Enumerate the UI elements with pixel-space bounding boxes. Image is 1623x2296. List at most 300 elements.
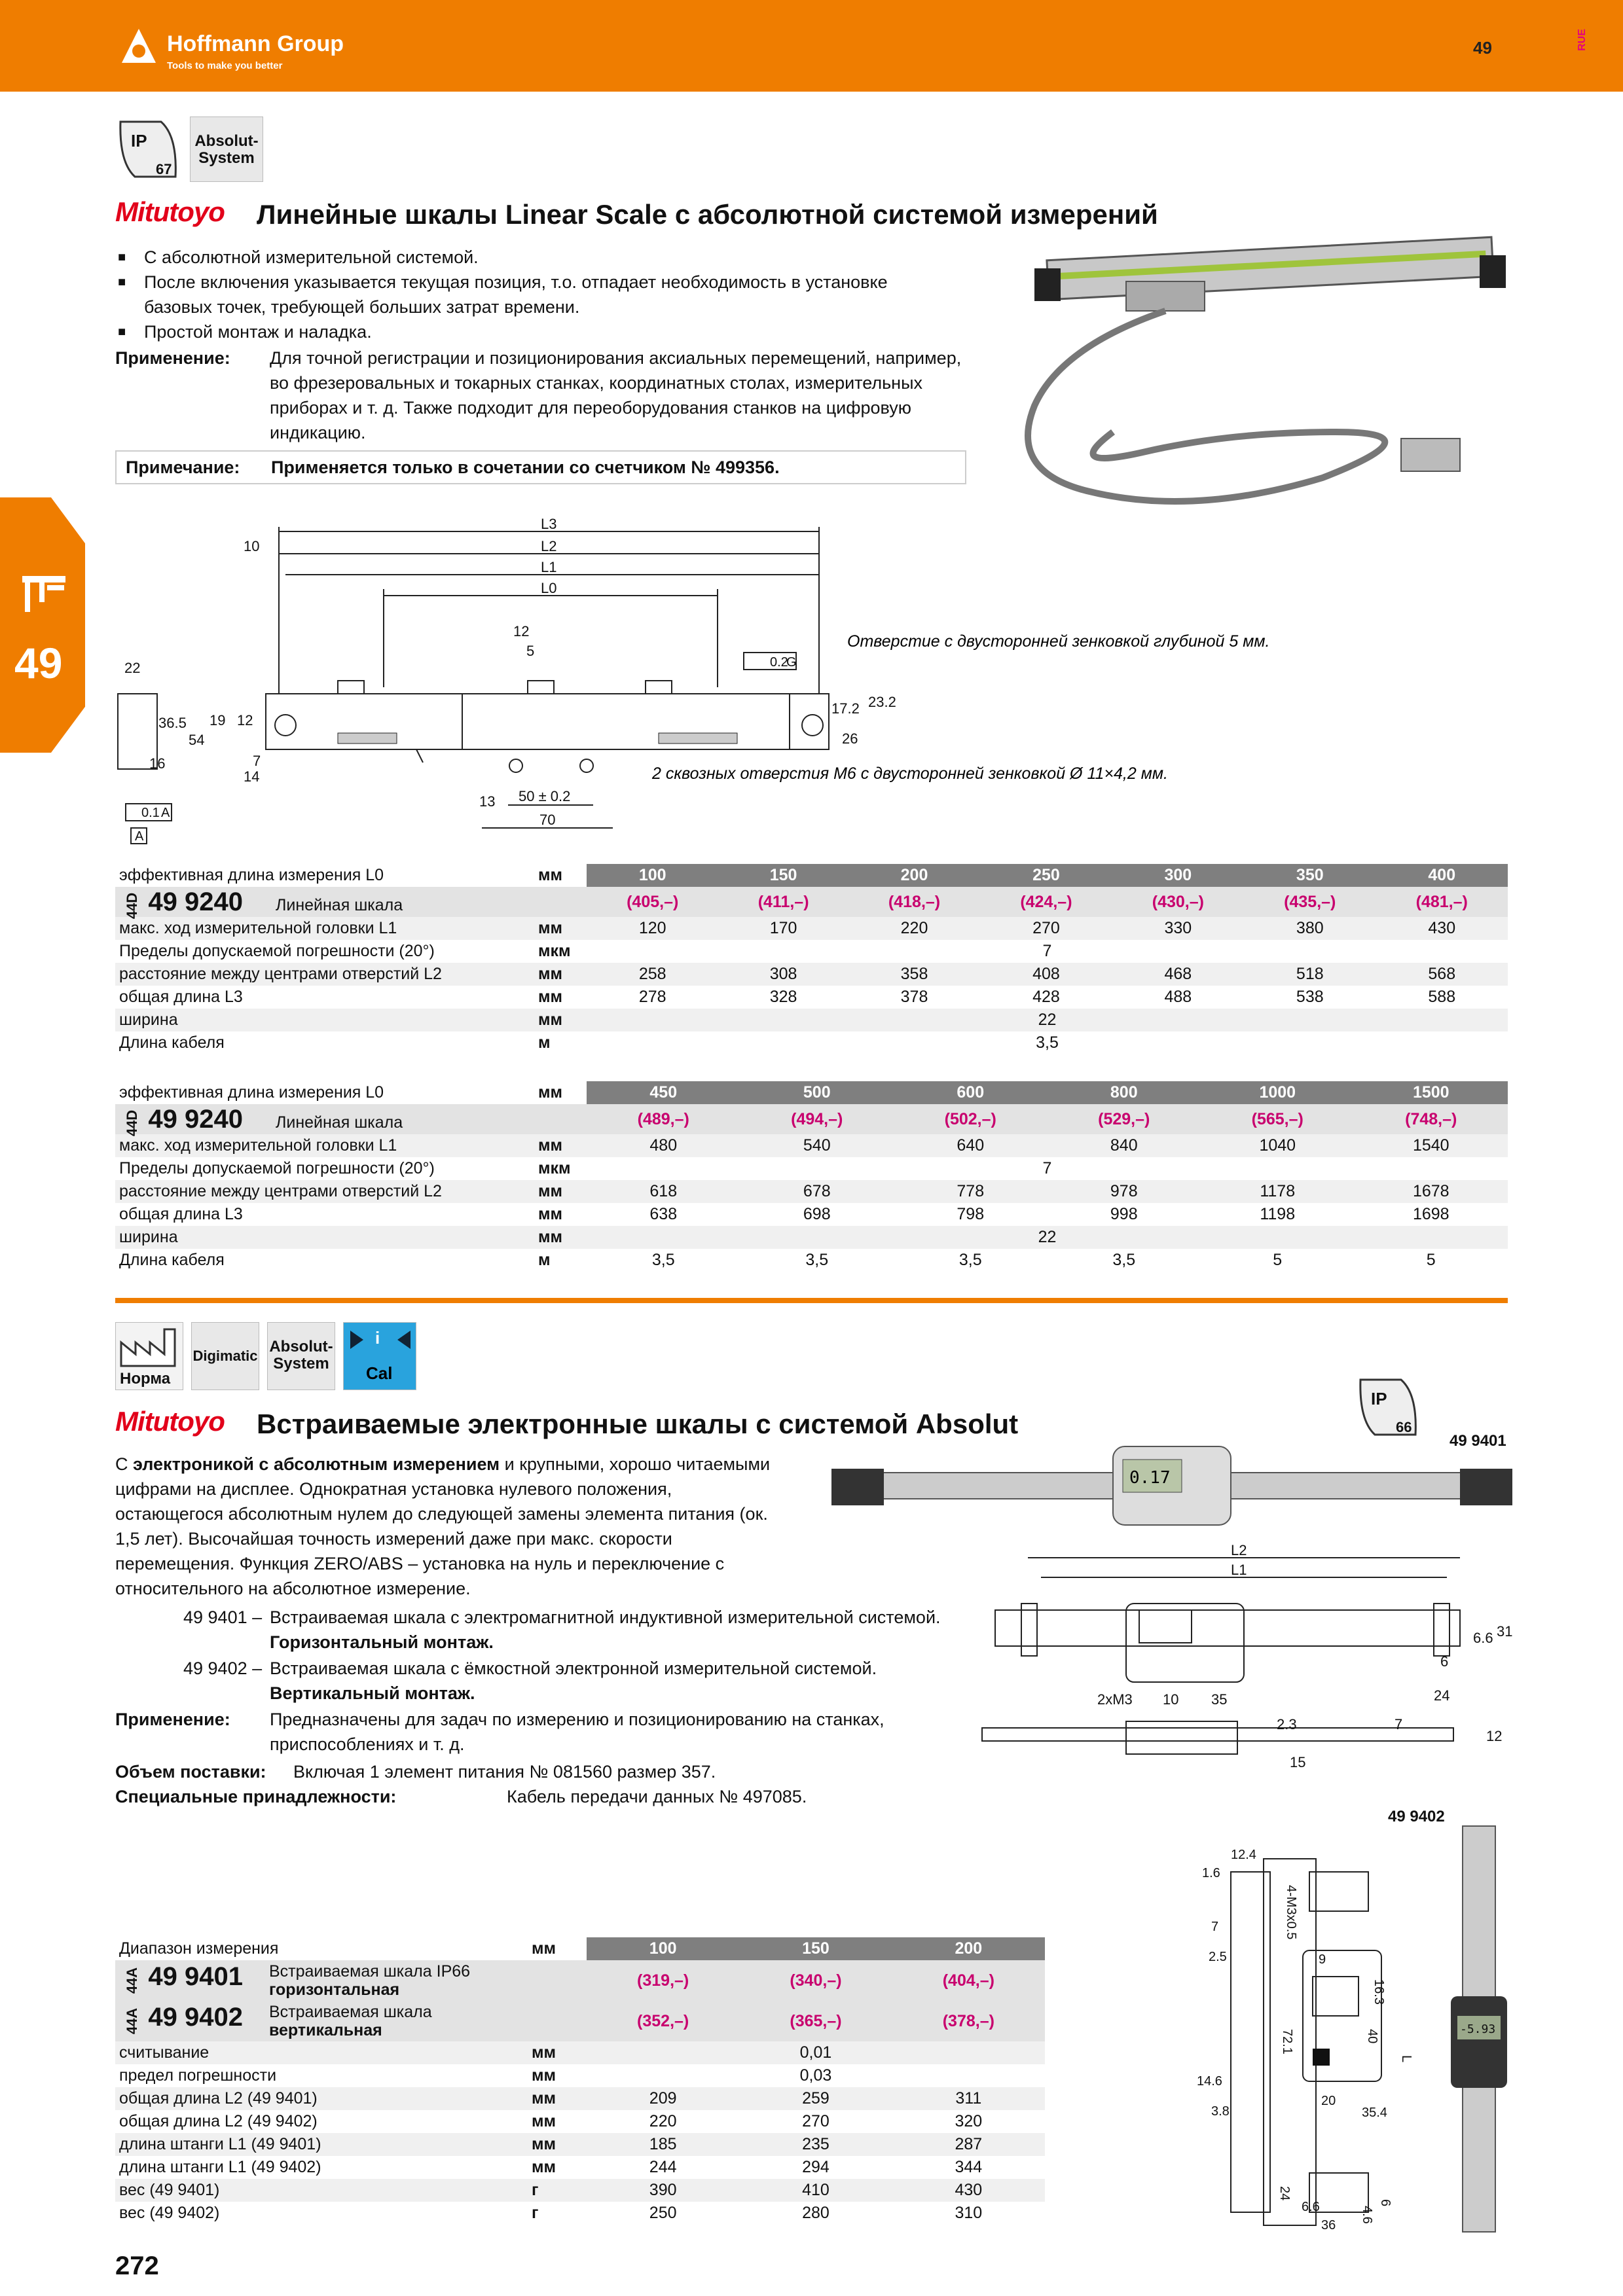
table-row — [115, 1157, 1508, 1180]
svg-text:6.6: 6.6 — [1473, 1630, 1493, 1646]
row-label: общая длина L3 — [115, 986, 534, 1009]
cell: 1198 — [1201, 1203, 1355, 1226]
section2-intro — [115, 1452, 776, 1601]
hoffmann-logo-icon — [115, 25, 162, 65]
col-header: 1000 — [1201, 1081, 1355, 1104]
col-header: 400 — [1376, 864, 1508, 887]
table-row — [115, 1180, 1508, 1203]
table-row — [115, 2202, 1045, 2225]
row-unit: мм — [528, 2156, 587, 2179]
row-label: макс. ход измерительной головки L1 — [115, 1134, 534, 1157]
svg-text:G: G — [786, 655, 797, 670]
svg-text:72.1: 72.1 — [1280, 2029, 1294, 2054]
bullet-2-text: После включения указывается текущая позиция, т.о. отпадает необходимость в установке базовых точек, требующей больших затрат времени. — [144, 272, 888, 317]
table-row — [115, 2156, 1045, 2179]
cell: 568 — [1376, 963, 1508, 986]
svg-text:40: 40 — [1365, 2029, 1379, 2044]
absolut-system-badge-2: Absolut- System — [267, 1322, 335, 1390]
cell: 840 — [1048, 1134, 1201, 1157]
price: (494,–) — [740, 1104, 894, 1134]
item1-text — [270, 1605, 990, 1655]
cell: 235 — [739, 2133, 892, 2156]
row-unit: г — [528, 2202, 587, 2225]
svg-text:19: 19 — [210, 712, 226, 728]
cell: 390 — [587, 2179, 739, 2202]
item2-code: 49 9402 – — [183, 1659, 263, 1678]
cell: 280 — [739, 2202, 892, 2225]
cell: 294 — [739, 2156, 892, 2179]
svg-text:4-M3x0.5: 4-M3x0.5 — [1284, 1885, 1298, 1940]
table3-head-label: Диапазон измерения — [115, 1937, 528, 1960]
col-header: 200 — [848, 864, 980, 887]
delivery-text: Включая 1 элемент питания № 081560 размер 357. — [293, 1762, 716, 1782]
table-row — [115, 940, 1508, 963]
svg-text:12: 12 — [237, 712, 253, 728]
svg-text:L0: L0 — [541, 580, 557, 596]
row-unit: мм — [528, 2087, 587, 2110]
svg-text:31: 31 — [1497, 1623, 1513, 1640]
svg-text:36.5: 36.5 — [158, 715, 187, 731]
table-row — [115, 2064, 1045, 2087]
table-row — [115, 1031, 1508, 1054]
svg-text:20: 20 — [1321, 2094, 1336, 2108]
item2-text — [270, 1656, 990, 1706]
cell: 698 — [740, 1203, 894, 1226]
bullet-1-text: С абсолютной измерительной системой. — [144, 247, 479, 267]
svg-text:12: 12 — [1486, 1728, 1503, 1744]
svg-text:0.2: 0.2 — [770, 655, 788, 670]
cal-badge — [343, 1322, 416, 1390]
cell: 3,5 — [894, 1249, 1048, 1272]
svg-text:4.6: 4.6 — [1360, 2206, 1374, 2224]
intro-pre: С — [115, 1454, 133, 1474]
item2-desc: Встраиваемая шкала с ёмкостной электронной измерительной системой. — [270, 1659, 877, 1678]
chapter-tab — [0, 497, 85, 753]
accessories-text: Кабель передачи данных № 497085. — [507, 1787, 807, 1806]
section-divider — [115, 1298, 1508, 1303]
row-label: Длина кабеля — [115, 1031, 534, 1054]
price: (424,–) — [980, 887, 1112, 917]
table-row — [115, 2041, 1045, 2064]
bullet-3-text: Простой монтаж и наладка. — [144, 322, 372, 342]
svg-text:A: A — [161, 806, 170, 820]
cell: 344 — [892, 2156, 1045, 2179]
application-label-2: Применение: — [115, 1710, 230, 1729]
table-row — [115, 1134, 1508, 1157]
table-row — [115, 917, 1508, 940]
ip-number-2: 66 — [1396, 1419, 1412, 1435]
photo-label-499401: 49 9401 — [1450, 1432, 1506, 1450]
cell: 998 — [1048, 1203, 1201, 1226]
row-unit: мкм — [534, 940, 587, 963]
cell: 328 — [718, 986, 848, 1009]
svg-text:7: 7 — [253, 753, 261, 769]
svg-text:6: 6 — [1378, 2199, 1393, 2207]
svg-text:70: 70 — [539, 812, 556, 828]
svg-text:14.6: 14.6 — [1197, 2074, 1222, 2089]
note-text: Применяется только в сочетании со счетчиком № 499356. — [271, 457, 780, 477]
article-number: 49 9240 — [148, 1104, 243, 1134]
cell: 430 — [1376, 917, 1508, 940]
table-row — [115, 963, 1508, 986]
row-unit: г — [528, 2179, 587, 2202]
item1-code: 49 9401 – — [183, 1607, 263, 1627]
article-name: Линейная шкала — [275, 1113, 403, 1132]
row-label: Пределы допускаемой погрешности (20°) — [115, 1157, 534, 1180]
price: (430,–) — [1112, 887, 1244, 917]
table3-head-unit: мм — [528, 1937, 587, 1960]
row-label: общая длина L2 (49 9401) — [115, 2087, 528, 2110]
cell: 258 — [587, 963, 718, 986]
row-label: вес (49 9402) — [115, 2202, 528, 2225]
table-row — [115, 2110, 1045, 2133]
intro-post: и крупными, хорошо читаемыми цифрами на дисплее. Однократная установка нулевого положения, остающегося абсолютным нулем до следующей замены элемента питания (ок. 1,5 лет). Высочайшая точность измерений даже при макс. скорости перемещения. Функция ZERO/ABS – установка на нуль и переключение с относительного на абсолютное измерение. — [115, 1454, 771, 1598]
ip-number: 67 — [156, 161, 172, 177]
table1-article-row — [115, 887, 1508, 917]
spec-table-2 — [115, 1081, 1508, 1272]
col-header: 150 — [718, 864, 848, 887]
horizontal-scale-drawing — [976, 1542, 1513, 1793]
display-reading-2: -5.93 — [1460, 2022, 1496, 2036]
row-label: длина штанги L1 (49 9401) — [115, 2133, 528, 2156]
spec-table-1 — [115, 864, 1508, 1054]
price: (529,–) — [1048, 1104, 1201, 1134]
cell: 538 — [1244, 986, 1376, 1009]
item1-bold: Горизонтальный монтаж. — [270, 1632, 494, 1652]
digimatic-badge: Digimatic — [191, 1322, 259, 1390]
price: (340,–) — [739, 1960, 892, 2001]
svg-text:L2: L2 — [541, 538, 557, 554]
cell-span: 0,03 — [587, 2064, 1045, 2087]
row-unit: мм — [528, 2064, 587, 2087]
cell: 480 — [587, 1134, 740, 1157]
article-name: Встраиваемая шкала IP66 — [268, 1962, 471, 1981]
ip66-badge — [1355, 1374, 1421, 1440]
cell: 468 — [1112, 963, 1244, 986]
article-prefix: 44A — [124, 2007, 141, 2034]
cell: 3,5 — [1048, 1249, 1201, 1272]
section2-title: Встраиваемые электронные шкалы с системой Absolut — [257, 1408, 1019, 1439]
article-prefix: 44D — [124, 892, 141, 919]
price: (319,–) — [587, 1960, 739, 2001]
svg-text:5: 5 — [526, 643, 535, 659]
cell: 798 — [894, 1203, 1048, 1226]
svg-text:2.3: 2.3 — [1277, 1716, 1297, 1732]
price: (378,–) — [892, 2001, 1045, 2041]
cell: 5 — [1355, 1249, 1508, 1272]
svg-text:10: 10 — [244, 538, 260, 554]
linear-scale-photo — [982, 236, 1519, 576]
mitutoyo-logo-2: Mitutoyo — [115, 1406, 225, 1437]
svg-text:L2: L2 — [1231, 1542, 1247, 1558]
col-header: 500 — [740, 1081, 894, 1104]
row-unit: мкм — [534, 1157, 587, 1180]
table1-head-label: эффективная длина измерения L0 — [115, 864, 534, 887]
cell: 244 — [587, 2156, 739, 2179]
svg-text:1.6: 1.6 — [1202, 1866, 1220, 1880]
cell: 120 — [587, 917, 718, 940]
cell: 3,5 — [740, 1249, 894, 1272]
svg-text:23.2: 23.2 — [868, 694, 896, 710]
table-row — [115, 1009, 1508, 1031]
row-unit: м — [534, 1249, 587, 1272]
svg-text:54: 54 — [189, 732, 205, 748]
cell: 250 — [587, 2202, 739, 2225]
row-unit: мм — [528, 2133, 587, 2156]
ip-label-2: IP — [1371, 1389, 1387, 1408]
display-reading: 0.17 — [1129, 1468, 1171, 1488]
row-unit: м — [534, 1031, 587, 1054]
cell: 278 — [587, 986, 718, 1009]
svg-text:50 ± 0.2: 50 ± 0.2 — [519, 788, 571, 804]
application-text-2: Предназначены для задач по измерению и позиционированию на станках, приспособлениях и т. д. — [270, 1710, 884, 1754]
row-label: считывание — [115, 2041, 528, 2064]
price: (502,–) — [894, 1104, 1048, 1134]
table-row — [115, 2133, 1045, 2156]
price: (489,–) — [587, 1104, 740, 1134]
col-header: 150 — [739, 1937, 892, 1960]
cell: 308 — [718, 963, 848, 986]
cell: 408 — [980, 963, 1112, 986]
row-label: ширина — [115, 1226, 534, 1249]
cell: 330 — [1112, 917, 1244, 940]
svg-text:12.4: 12.4 — [1231, 1848, 1256, 1862]
svg-text:12: 12 — [513, 623, 530, 639]
ip67-badge — [115, 117, 181, 182]
svg-text:17.2: 17.2 — [831, 700, 860, 717]
svg-text:6.6: 6.6 — [1302, 2200, 1320, 2214]
svg-text:7: 7 — [1395, 1716, 1403, 1732]
cell-span: 22 — [587, 1226, 1508, 1249]
price: (352,–) — [587, 2001, 739, 2041]
cell: 588 — [1376, 986, 1508, 1009]
cell: 380 — [1244, 917, 1376, 940]
price: (748,–) — [1355, 1104, 1508, 1134]
article-name-bold: горизонтальная — [268, 1981, 400, 2000]
cell: 1040 — [1201, 1134, 1355, 1157]
cell: 518 — [1244, 963, 1376, 986]
cell: 1678 — [1355, 1180, 1508, 1203]
col-header: 1500 — [1355, 1081, 1508, 1104]
svg-text:7: 7 — [1211, 1920, 1219, 1934]
cell: 270 — [739, 2110, 892, 2133]
drawing-label-499402: 49 9402 — [1388, 1808, 1445, 1825]
col-header: 200 — [892, 1937, 1045, 1960]
cell-span: 22 — [587, 1009, 1508, 1031]
row-unit: мм — [534, 1203, 587, 1226]
row-unit: мм — [534, 917, 587, 940]
article-name: Встраиваемая шкала — [268, 2003, 432, 2022]
table-row — [115, 2087, 1045, 2110]
cell-span: 0,01 — [587, 2041, 1045, 2064]
spec-table-3 — [115, 1937, 1045, 2225]
svg-text:L: L — [1399, 2055, 1413, 2063]
row-label: расстояние между центрами отверстий L2 — [115, 963, 534, 986]
cell: 220 — [848, 917, 980, 940]
bullet-2 — [144, 270, 956, 319]
row-label: ширина — [115, 1009, 534, 1031]
caliper-icon — [18, 569, 71, 622]
table2-header — [115, 1081, 1508, 1104]
page-number-bottom: 272 — [115, 2251, 159, 2280]
table-row — [115, 986, 1508, 1009]
cell: 310 — [892, 2202, 1045, 2225]
price: (418,–) — [848, 887, 980, 917]
table-row — [115, 1226, 1508, 1249]
row-unit: мм — [528, 2041, 587, 2064]
svg-text:6: 6 — [1440, 1653, 1449, 1670]
row-label: длина штанги L1 (49 9402) — [115, 2156, 528, 2179]
delivery-label: Объем поставки: — [115, 1762, 266, 1782]
cell: 320 — [892, 2110, 1045, 2133]
cell: 540 — [740, 1134, 894, 1157]
ip-label: IP — [131, 131, 147, 151]
col-header: 300 — [1112, 864, 1244, 887]
svg-text:15: 15 — [1290, 1754, 1306, 1770]
svg-text:35.4: 35.4 — [1362, 2106, 1387, 2120]
cell: 378 — [848, 986, 980, 1009]
cell: 220 — [587, 2110, 739, 2133]
row-label: предел погрешности — [115, 2064, 528, 2087]
cell: 678 — [740, 1180, 894, 1203]
cell: 410 — [739, 2179, 892, 2202]
bullet-3 — [144, 319, 956, 344]
application-text: Для точной регистрации и позиционирования аксиальных перемещений, например, во фрезеровальных и токарных станках, координатных столах, измерительных приборах и т. д. Также подходит для переоборудования станков на цифровую индикацию. — [270, 348, 962, 442]
cell: 287 — [892, 2133, 1045, 2156]
note-label: Примечание: — [126, 457, 240, 477]
row-label: Пределы допускаемой погрешности (20°) — [115, 940, 534, 963]
cell: 430 — [892, 2179, 1045, 2202]
cell: 978 — [1048, 1180, 1201, 1203]
svg-text:9: 9 — [1319, 1952, 1326, 1967]
price: (404,–) — [892, 1960, 1045, 2001]
table-row — [115, 1249, 1508, 1272]
norm-label: Норма — [120, 1370, 171, 1388]
table1-head-unit: мм — [534, 864, 587, 887]
row-label: общая длина L3 — [115, 1203, 534, 1226]
cell: 1540 — [1355, 1134, 1508, 1157]
cell: 640 — [894, 1134, 1048, 1157]
row-unit: мм — [534, 986, 587, 1009]
cell: 5 — [1201, 1249, 1355, 1272]
brand-name: Hoffmann Group — [167, 31, 344, 56]
cell: 488 — [1112, 986, 1244, 1009]
absolut-system-badge: Absolut- System — [190, 117, 263, 182]
col-header: 800 — [1048, 1081, 1201, 1104]
svg-text:L3: L3 — [541, 516, 557, 532]
table1-header — [115, 864, 1508, 887]
svg-text:A: A — [135, 829, 144, 844]
application-label: Применение: — [115, 348, 230, 368]
col-header: 100 — [587, 1937, 739, 1960]
svg-text:10: 10 — [1163, 1691, 1179, 1708]
language-code: RUE — [1576, 29, 1588, 51]
cell: 185 — [587, 2133, 739, 2156]
article-number: 49 9240 — [148, 887, 243, 916]
table3-header — [115, 1937, 1045, 1960]
cell-span: 7 — [587, 940, 1508, 963]
intro-bold: электроникой с абсолютным измерением — [133, 1454, 500, 1474]
price: (411,–) — [718, 887, 848, 917]
col-header: 600 — [894, 1081, 1048, 1104]
price: (405,–) — [587, 887, 718, 917]
brand-tagline: Tools to make you better — [167, 60, 283, 71]
cal-label: Cal — [366, 1363, 393, 1383]
cell: 270 — [980, 917, 1112, 940]
table2-head-label: эффективная длина измерения L0 — [115, 1081, 534, 1104]
svg-text:24: 24 — [1434, 1687, 1450, 1704]
table-row — [115, 2179, 1045, 2202]
row-label: расстояние между центрами отверстий L2 — [115, 1180, 534, 1203]
svg-text:2xM3: 2xM3 — [1097, 1691, 1133, 1708]
svg-text:14: 14 — [244, 768, 260, 785]
item1-desc: Встраиваемая шкала с электромагнитной индуктивной измерительной системой. — [270, 1607, 941, 1627]
info-i: i — [375, 1328, 380, 1348]
cell: 259 — [739, 2087, 892, 2110]
row-label: общая длина L2 (49 9402) — [115, 2110, 528, 2133]
price: (365,–) — [739, 2001, 892, 2041]
row-unit: мм — [534, 1226, 587, 1249]
cell: 311 — [892, 2087, 1045, 2110]
note-box — [115, 450, 966, 484]
page-number-top: 49 — [1473, 38, 1492, 58]
svg-text:3.8: 3.8 — [1211, 2104, 1230, 2119]
accessories-label: Специальные принадлежности: — [115, 1787, 397, 1806]
col-header: 250 — [980, 864, 1112, 887]
cell: 778 — [894, 1180, 1048, 1203]
cell-span: 3,5 — [587, 1031, 1508, 1054]
row-unit: мм — [534, 963, 587, 986]
row-label: Длина кабеля — [115, 1249, 534, 1272]
svg-text:16.3: 16.3 — [1372, 1979, 1386, 2005]
col-header: 350 — [1244, 864, 1376, 887]
cell: 1698 — [1355, 1203, 1508, 1226]
cell-span: 7 — [587, 1157, 1508, 1180]
digital-scale-photo — [831, 1440, 1512, 1532]
article-prefix: 44D — [124, 1109, 141, 1136]
row-label: вес (49 9401) — [115, 2179, 528, 2202]
svg-text:L1: L1 — [1231, 1562, 1247, 1578]
cell: 209 — [587, 2087, 739, 2110]
article-number: 49 9402 — [148, 2002, 243, 2032]
svg-text:L1: L1 — [541, 559, 557, 575]
article-name: Линейная шкала — [275, 895, 403, 914]
svg-text:26: 26 — [842, 730, 858, 747]
col-header: 450 — [587, 1081, 740, 1104]
vertical-scale-photo — [1450, 1820, 1508, 2238]
table3-article-row-1 — [115, 1960, 1045, 2001]
table3-article-row-2 — [115, 2001, 1045, 2041]
caption1-line: Отверстие с двусторонней зенковкой глубиной 5 мм. — [847, 632, 1270, 651]
svg-text:2.5: 2.5 — [1209, 1950, 1227, 1964]
row-unit: мм — [528, 2110, 587, 2133]
svg-text:16: 16 — [149, 755, 166, 772]
cell: 170 — [718, 917, 848, 940]
row-label: макс. ход измерительной головки L1 — [115, 917, 534, 940]
price: (435,–) — [1244, 887, 1376, 917]
article-number: 49 9401 — [148, 1962, 243, 1991]
svg-text:13: 13 — [479, 793, 496, 810]
caption2-line: 2 сквозных отверстия М6 с двусторонней зенковкой Ø 11×4,2 мм. — [652, 764, 1168, 783]
table2-article-row — [115, 1104, 1508, 1134]
row-unit: мм — [534, 1134, 587, 1157]
svg-text:24: 24 — [1277, 2186, 1292, 2201]
cell: 638 — [587, 1203, 740, 1226]
table-row — [115, 1203, 1508, 1226]
linear-scale-drawing — [115, 516, 1270, 857]
row-unit: мм — [534, 1009, 587, 1031]
svg-text:22: 22 — [124, 660, 141, 676]
